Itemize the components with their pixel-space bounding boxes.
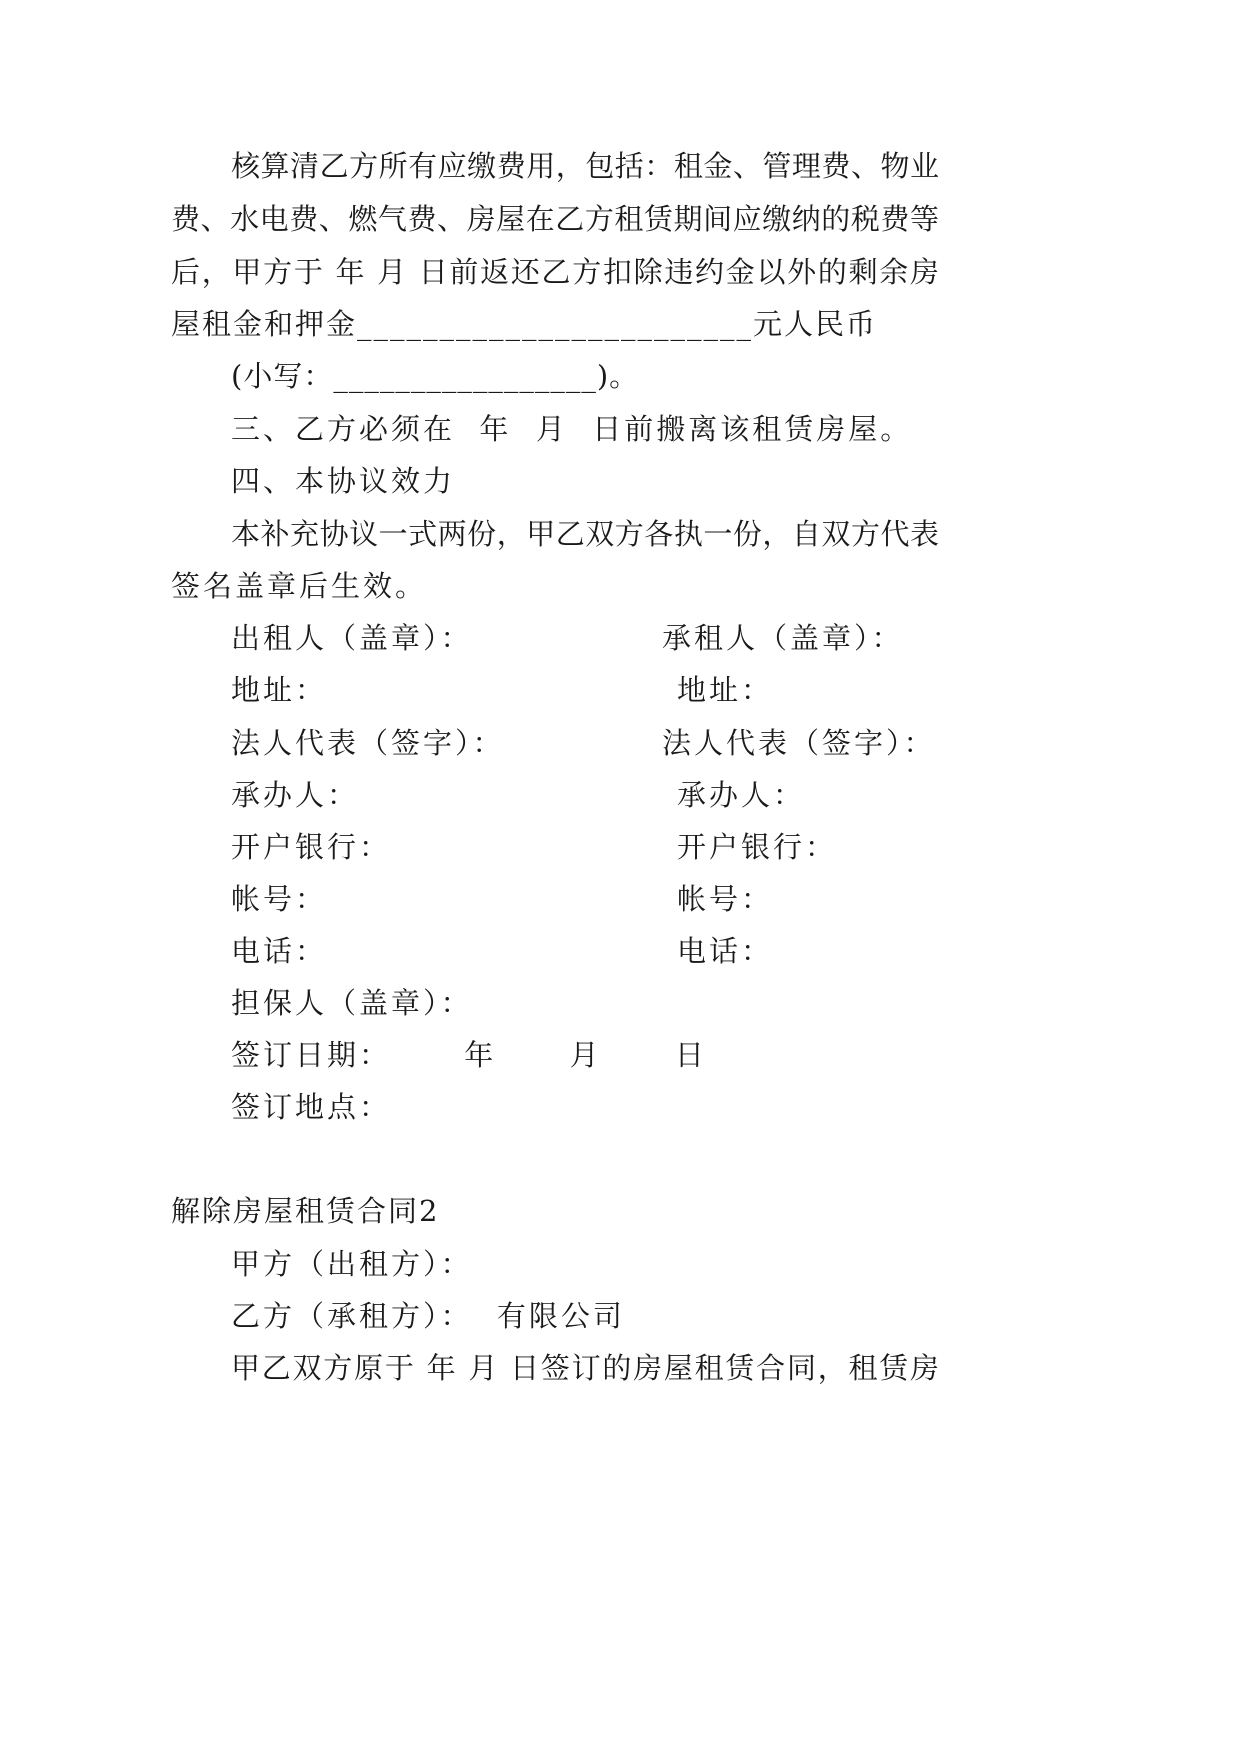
amount-lowercase-line: (小写：_________________)。 (231, 359, 640, 393)
paragraph-line: 屋租金和押金________________________元人民币 (171, 307, 878, 341)
paragraph-line: 甲乙双方原于 年 月 日签订的房屋租赁合同，租赁房 (231, 1351, 939, 1385)
paragraph-line: 后，甲方于 年 月 日前返还乙方扣除违约金以外的剩余房 (171, 255, 939, 289)
lessee-account-label: 帐号： (677, 882, 774, 916)
lessee-legal-rep-label: 法人代表（签字）： (662, 726, 936, 760)
sign-date-label: 签订日期： 年 月 日 (231, 1038, 707, 1072)
lessee-address-label: 地址： (677, 673, 774, 707)
section-title: 解除房屋租赁合同2 (171, 1194, 440, 1228)
lessee-bank-label: 开户银行： (677, 830, 838, 864)
lessee-handler-label: 承办人： (677, 778, 806, 812)
sign-place-label: 签订地点： (231, 1090, 392, 1124)
lessor-phone-label: 电话： (231, 934, 328, 968)
clause-four-heading: 四、本协议效力 (231, 464, 456, 498)
lessor-handler-label: 承办人： (231, 778, 360, 812)
party-a-label: 甲方（出租方）： (231, 1247, 473, 1281)
paragraph-line: 费、水电费、燃气费、房屋在乙方租赁期间应缴纳的税费等 (171, 202, 939, 236)
lessee-phone-label: 电话： (677, 934, 774, 968)
lessor-account-label: 帐号： (231, 882, 328, 916)
paragraph-line: 核算清乙方所有应缴费用，包括：租金、管理费、物业 (231, 149, 939, 183)
lessee-seal-label: 承租人（盖章）： (662, 621, 904, 655)
lessor-seal-label: 出租人（盖章）： (231, 621, 473, 655)
party-b-label: 乙方（承租方）： 有限公司 (231, 1299, 625, 1333)
guarantor-seal-label: 担保人（盖章）： (231, 986, 473, 1020)
clause-three: 三、乙方必须在 年 月 日前搬离该租赁房屋。 (231, 412, 913, 446)
lessor-legal-rep-label: 法人代表（签字）： (231, 726, 505, 760)
lessor-address-label: 地址： (231, 673, 328, 707)
paragraph-line: 本补充协议一式两份，甲乙双方各执一份，自双方代表 (231, 517, 939, 551)
paragraph-line: 签名盖章后生效。 (171, 569, 428, 603)
lessor-bank-label: 开户银行： (231, 830, 392, 864)
